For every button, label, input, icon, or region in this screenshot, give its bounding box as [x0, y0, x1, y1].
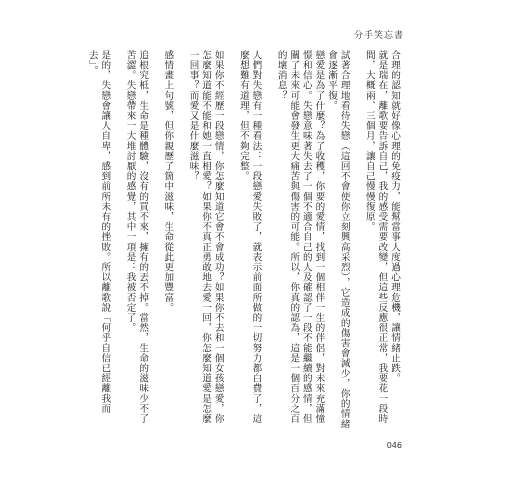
body-text	[86, 50, 400, 430]
paragraph: 感情畫上句號，但你親歷了箇中滋味，生命從此更加豐富。	[162, 50, 174, 313]
paragraph: 如果你不經歷一段戀情，你怎麼知道它會不會成功？如果你不去和一個女孩戀愛，你怎麼知道能不能和她一直相愛？如果你不真正勇敢地去愛一回，你怎麼知道愛是怎麼一回事？而愛又是什麼滋味？	[187, 50, 224, 424]
paragraph: 試著合理地看待失戀（這回不會使你立刻興高采烈），它造成的傷害會減少，你的情緒會逐漸平復。	[326, 50, 350, 429]
paragraph: 人們對失戀有一種看法：一段戀愛失敗了，就表示前面所做的一切努力都白費了，這麼想難有道理，但不夠完整。	[237, 50, 262, 424]
page-number: 046	[386, 441, 402, 450]
paragraph: 是的，失戀會讓人自卑，感到前所未有的挫敗。所以離歌說「何乎自信已經離我而去」。	[86, 50, 111, 414]
paragraph: 追根究柢，生命是種體驗，沒有的買不來，擁有的丟不掉。當然，生命的滋味少不了苦澀。失戀帶來一大堆討厭的感覺，其中一項是：我被否定了。	[124, 50, 149, 424]
paragraph: 就是瑞在，離歌要告訴自己，我的感受需要改變，但這些反應很正常，我要花一段時間，大概兩、三個月，讓自己慢慢復原。	[363, 50, 388, 424]
running-header: 分手笑忘書	[353, 31, 404, 41]
paragraph: 合理的認知就好像心理的免疫力，能幫當事人度過心理危機，讓情緒止跌。	[389, 50, 400, 384]
paragraph: 戀愛是為了什麼？為了收穫，你要的愛情，找到一個相伴一生的伴侶，對未來充滿憧憬和信心。失戀意味著失去了一個不適合自己的人及確認了一段不能繼續的感情，但關了未來可能會發生更大痛苦與傷害的可能。所以，你真的認為，這是一個百分之百的壞消息？	[275, 50, 325, 424]
